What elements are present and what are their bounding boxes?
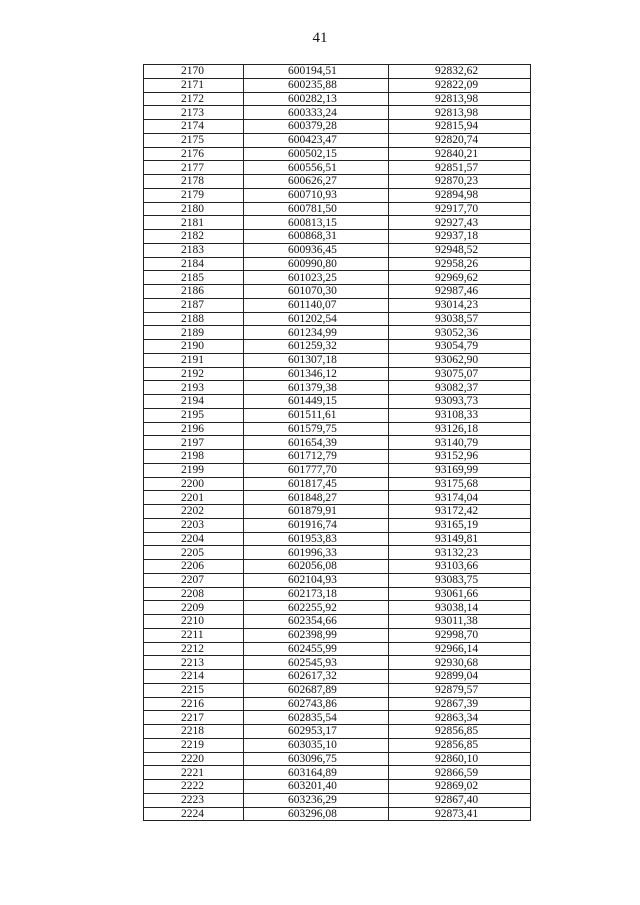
point-number-cell: 2184 (144, 257, 244, 271)
table-row (144, 560, 531, 574)
x-coordinate-cell: 600868,31 (244, 230, 389, 244)
y-coordinate-cell: 92851,57 (389, 161, 531, 175)
point-number-cell: 2206 (144, 560, 244, 574)
x-coordinate-cell: 600333,24 (244, 106, 389, 120)
table-row (144, 477, 531, 491)
x-coordinate-cell: 601579,75 (244, 422, 389, 436)
x-coordinate-cell: 602617,32 (244, 670, 389, 684)
table-row (144, 491, 531, 505)
x-coordinate-cell: 601916,74 (244, 518, 389, 532)
table-row (144, 147, 531, 161)
y-coordinate-cell: 92820,74 (389, 133, 531, 147)
table-row (144, 532, 531, 546)
point-number-cell: 2197 (144, 436, 244, 450)
x-coordinate-cell: 603296,08 (244, 807, 389, 821)
x-coordinate-cell: 601817,45 (244, 477, 389, 491)
y-coordinate-cell: 92856,85 (389, 738, 531, 752)
point-number-cell: 2213 (144, 656, 244, 670)
point-number-cell: 2187 (144, 298, 244, 312)
point-number-cell: 2179 (144, 188, 244, 202)
x-coordinate-cell: 602545,93 (244, 656, 389, 670)
x-coordinate-cell: 602173,18 (244, 587, 389, 601)
table-row (144, 546, 531, 560)
point-number-cell: 2209 (144, 601, 244, 615)
table-row (144, 257, 531, 271)
point-number-cell: 2195 (144, 408, 244, 422)
x-coordinate-cell: 601140,07 (244, 298, 389, 312)
table-row (144, 422, 531, 436)
y-coordinate-cell: 93132,23 (389, 546, 531, 560)
x-coordinate-cell: 600194,51 (244, 65, 389, 79)
table-row (144, 133, 531, 147)
x-coordinate-cell: 602398,99 (244, 628, 389, 642)
table-row (144, 752, 531, 766)
y-coordinate-cell: 93014,23 (389, 298, 531, 312)
point-number-cell: 2212 (144, 642, 244, 656)
y-coordinate-cell: 93149,81 (389, 532, 531, 546)
point-number-cell: 2202 (144, 505, 244, 519)
point-number-cell: 2188 (144, 312, 244, 326)
point-number-cell: 2211 (144, 628, 244, 642)
y-coordinate-cell: 93103,66 (389, 560, 531, 574)
table-row (144, 381, 531, 395)
point-number-cell: 2204 (144, 532, 244, 546)
y-coordinate-cell: 93052,36 (389, 326, 531, 340)
x-coordinate-cell: 603164,89 (244, 766, 389, 780)
point-number-cell: 2218 (144, 725, 244, 739)
table-row (144, 353, 531, 367)
point-number-cell: 2180 (144, 202, 244, 216)
point-number-cell: 2193 (144, 381, 244, 395)
page-number: 41 (312, 30, 328, 46)
y-coordinate-cell: 92832,62 (389, 65, 531, 79)
y-coordinate-cell: 92927,43 (389, 216, 531, 230)
y-coordinate-cell: 93165,19 (389, 518, 531, 532)
point-number-cell: 2216 (144, 697, 244, 711)
table-row (144, 738, 531, 752)
point-number-cell: 2171 (144, 78, 244, 92)
x-coordinate-cell: 601023,25 (244, 271, 389, 285)
x-coordinate-cell: 601259,32 (244, 340, 389, 354)
y-coordinate-cell: 92870,23 (389, 175, 531, 189)
table-row (144, 436, 531, 450)
x-coordinate-cell: 600235,88 (244, 78, 389, 92)
point-number-cell: 2192 (144, 367, 244, 381)
y-coordinate-cell: 92867,39 (389, 697, 531, 711)
y-coordinate-cell: 93038,57 (389, 312, 531, 326)
point-number-cell: 2172 (144, 92, 244, 106)
point-number-cell: 2173 (144, 106, 244, 120)
x-coordinate-cell: 601070,30 (244, 285, 389, 299)
coordinates-table (143, 64, 531, 821)
y-coordinate-cell: 92937,18 (389, 230, 531, 244)
point-number-cell: 2170 (144, 65, 244, 79)
x-coordinate-cell: 601654,39 (244, 436, 389, 450)
table-row (144, 642, 531, 656)
x-coordinate-cell: 601712,79 (244, 450, 389, 464)
point-number-cell: 2190 (144, 340, 244, 354)
x-coordinate-cell: 601879,91 (244, 505, 389, 519)
x-coordinate-cell: 602743,86 (244, 697, 389, 711)
point-number-cell: 2178 (144, 175, 244, 189)
table-row (144, 106, 531, 120)
point-number-cell: 2222 (144, 780, 244, 794)
y-coordinate-cell: 92930,68 (389, 656, 531, 670)
table-row (144, 188, 531, 202)
y-coordinate-cell: 93108,33 (389, 408, 531, 422)
x-coordinate-cell: 600626,27 (244, 175, 389, 189)
point-number-cell: 2186 (144, 285, 244, 299)
point-number-cell: 2205 (144, 546, 244, 560)
table-row (144, 615, 531, 629)
y-coordinate-cell: 92863,34 (389, 711, 531, 725)
x-coordinate-cell: 601379,38 (244, 381, 389, 395)
x-coordinate-cell: 603035,10 (244, 738, 389, 752)
table-row (144, 120, 531, 134)
table-row (144, 807, 531, 821)
table-row (144, 573, 531, 587)
point-number-cell: 2217 (144, 711, 244, 725)
x-coordinate-cell: 602687,89 (244, 683, 389, 697)
y-coordinate-cell: 93062,90 (389, 353, 531, 367)
y-coordinate-cell: 92813,98 (389, 92, 531, 106)
x-coordinate-cell: 600710,93 (244, 188, 389, 202)
point-number-cell: 2175 (144, 133, 244, 147)
y-coordinate-cell: 92894,98 (389, 188, 531, 202)
table-row (144, 78, 531, 92)
point-number-cell: 2174 (144, 120, 244, 134)
y-coordinate-cell: 92899,04 (389, 670, 531, 684)
y-coordinate-cell: 93054,79 (389, 340, 531, 354)
y-coordinate-cell: 92879,57 (389, 683, 531, 697)
point-number-cell: 2199 (144, 463, 244, 477)
point-number-cell: 2215 (144, 683, 244, 697)
table-row (144, 628, 531, 642)
table-row (144, 230, 531, 244)
table-row (144, 725, 531, 739)
x-coordinate-cell: 602455,99 (244, 642, 389, 656)
point-number-cell: 2207 (144, 573, 244, 587)
x-coordinate-cell: 602056,08 (244, 560, 389, 574)
point-number-cell: 2194 (144, 395, 244, 409)
table-body (144, 65, 531, 821)
table-row (144, 243, 531, 257)
point-number-cell: 2221 (144, 766, 244, 780)
y-coordinate-cell: 92969,62 (389, 271, 531, 285)
x-coordinate-cell: 602354,66 (244, 615, 389, 629)
table-row (144, 518, 531, 532)
table-row (144, 601, 531, 615)
point-number-cell: 2201 (144, 491, 244, 505)
y-coordinate-cell: 93083,75 (389, 573, 531, 587)
y-coordinate-cell: 93011,38 (389, 615, 531, 629)
table-row (144, 92, 531, 106)
y-coordinate-cell: 92869,02 (389, 780, 531, 794)
y-coordinate-cell: 93152,96 (389, 450, 531, 464)
point-number-cell: 2181 (144, 216, 244, 230)
x-coordinate-cell: 601848,27 (244, 491, 389, 505)
point-number-cell: 2203 (144, 518, 244, 532)
point-number-cell: 2224 (144, 807, 244, 821)
point-number-cell: 2198 (144, 450, 244, 464)
point-number-cell: 2196 (144, 422, 244, 436)
x-coordinate-cell: 600423,47 (244, 133, 389, 147)
y-coordinate-cell: 93140,79 (389, 436, 531, 450)
point-number-cell: 2200 (144, 477, 244, 491)
y-coordinate-cell: 93038,14 (389, 601, 531, 615)
y-coordinate-cell: 93174,04 (389, 491, 531, 505)
y-coordinate-cell: 93175,68 (389, 477, 531, 491)
y-coordinate-cell: 92822,09 (389, 78, 531, 92)
point-number-cell: 2210 (144, 615, 244, 629)
table-row (144, 367, 531, 381)
table-row (144, 505, 531, 519)
y-coordinate-cell: 92815,94 (389, 120, 531, 134)
x-coordinate-cell: 600379,28 (244, 120, 389, 134)
table-row (144, 175, 531, 189)
x-coordinate-cell: 602835,54 (244, 711, 389, 725)
point-number-cell: 2183 (144, 243, 244, 257)
x-coordinate-cell: 601346,12 (244, 367, 389, 381)
point-number-cell: 2182 (144, 230, 244, 244)
table-row (144, 298, 531, 312)
x-coordinate-cell: 600936,45 (244, 243, 389, 257)
y-coordinate-cell: 93075,07 (389, 367, 531, 381)
x-coordinate-cell: 601777,70 (244, 463, 389, 477)
table-row (144, 697, 531, 711)
table-row (144, 587, 531, 601)
x-coordinate-cell: 600556,51 (244, 161, 389, 175)
table-row (144, 408, 531, 422)
y-coordinate-cell: 93061,66 (389, 587, 531, 601)
table-row (144, 670, 531, 684)
y-coordinate-cell: 92948,52 (389, 243, 531, 257)
y-coordinate-cell: 92860,10 (389, 752, 531, 766)
x-coordinate-cell: 601449,15 (244, 395, 389, 409)
x-coordinate-cell: 602953,17 (244, 725, 389, 739)
table-row (144, 766, 531, 780)
y-coordinate-cell: 92873,41 (389, 807, 531, 821)
x-coordinate-cell: 601307,18 (244, 353, 389, 367)
table-row (144, 395, 531, 409)
point-number-cell: 2185 (144, 271, 244, 285)
y-coordinate-cell: 92966,14 (389, 642, 531, 656)
table-row (144, 65, 531, 79)
y-coordinate-cell: 92867,40 (389, 793, 531, 807)
table-row (144, 161, 531, 175)
table-row (144, 202, 531, 216)
y-coordinate-cell: 92813,98 (389, 106, 531, 120)
x-coordinate-cell: 600813,15 (244, 216, 389, 230)
y-coordinate-cell: 92917,70 (389, 202, 531, 216)
point-number-cell: 2176 (144, 147, 244, 161)
table-row (144, 340, 531, 354)
y-coordinate-cell: 92998,70 (389, 628, 531, 642)
table-row (144, 326, 531, 340)
x-coordinate-cell: 601234,99 (244, 326, 389, 340)
x-coordinate-cell: 601511,61 (244, 408, 389, 422)
table-row (144, 793, 531, 807)
table-row (144, 285, 531, 299)
x-coordinate-cell: 600781,50 (244, 202, 389, 216)
point-number-cell: 2220 (144, 752, 244, 766)
x-coordinate-cell: 603236,29 (244, 793, 389, 807)
x-coordinate-cell: 600502,15 (244, 147, 389, 161)
x-coordinate-cell: 603096,75 (244, 752, 389, 766)
point-number-cell: 2177 (144, 161, 244, 175)
point-number-cell: 2223 (144, 793, 244, 807)
x-coordinate-cell: 601953,83 (244, 532, 389, 546)
y-coordinate-cell: 92856,85 (389, 725, 531, 739)
table-row (144, 271, 531, 285)
x-coordinate-cell: 600990,80 (244, 257, 389, 271)
x-coordinate-cell: 601202,54 (244, 312, 389, 326)
y-coordinate-cell: 92840,21 (389, 147, 531, 161)
table-row (144, 312, 531, 326)
x-coordinate-cell: 602104,93 (244, 573, 389, 587)
y-coordinate-cell: 93082,37 (389, 381, 531, 395)
table-row (144, 711, 531, 725)
x-coordinate-cell: 600282,13 (244, 92, 389, 106)
y-coordinate-cell: 92987,46 (389, 285, 531, 299)
x-coordinate-cell: 603201,40 (244, 780, 389, 794)
table-row (144, 216, 531, 230)
point-number-cell: 2189 (144, 326, 244, 340)
y-coordinate-cell: 93169,99 (389, 463, 531, 477)
y-coordinate-cell: 93172,42 (389, 505, 531, 519)
point-number-cell: 2208 (144, 587, 244, 601)
y-coordinate-cell: 92866,59 (389, 766, 531, 780)
table-row (144, 463, 531, 477)
point-number-cell: 2219 (144, 738, 244, 752)
table-row (144, 450, 531, 464)
point-number-cell: 2191 (144, 353, 244, 367)
table-row (144, 656, 531, 670)
table-row (144, 683, 531, 697)
y-coordinate-cell: 92958,26 (389, 257, 531, 271)
y-coordinate-cell: 93126,18 (389, 422, 531, 436)
y-coordinate-cell: 93093,73 (389, 395, 531, 409)
x-coordinate-cell: 602255,92 (244, 601, 389, 615)
table-row (144, 780, 531, 794)
point-number-cell: 2214 (144, 670, 244, 684)
x-coordinate-cell: 601996,33 (244, 546, 389, 560)
